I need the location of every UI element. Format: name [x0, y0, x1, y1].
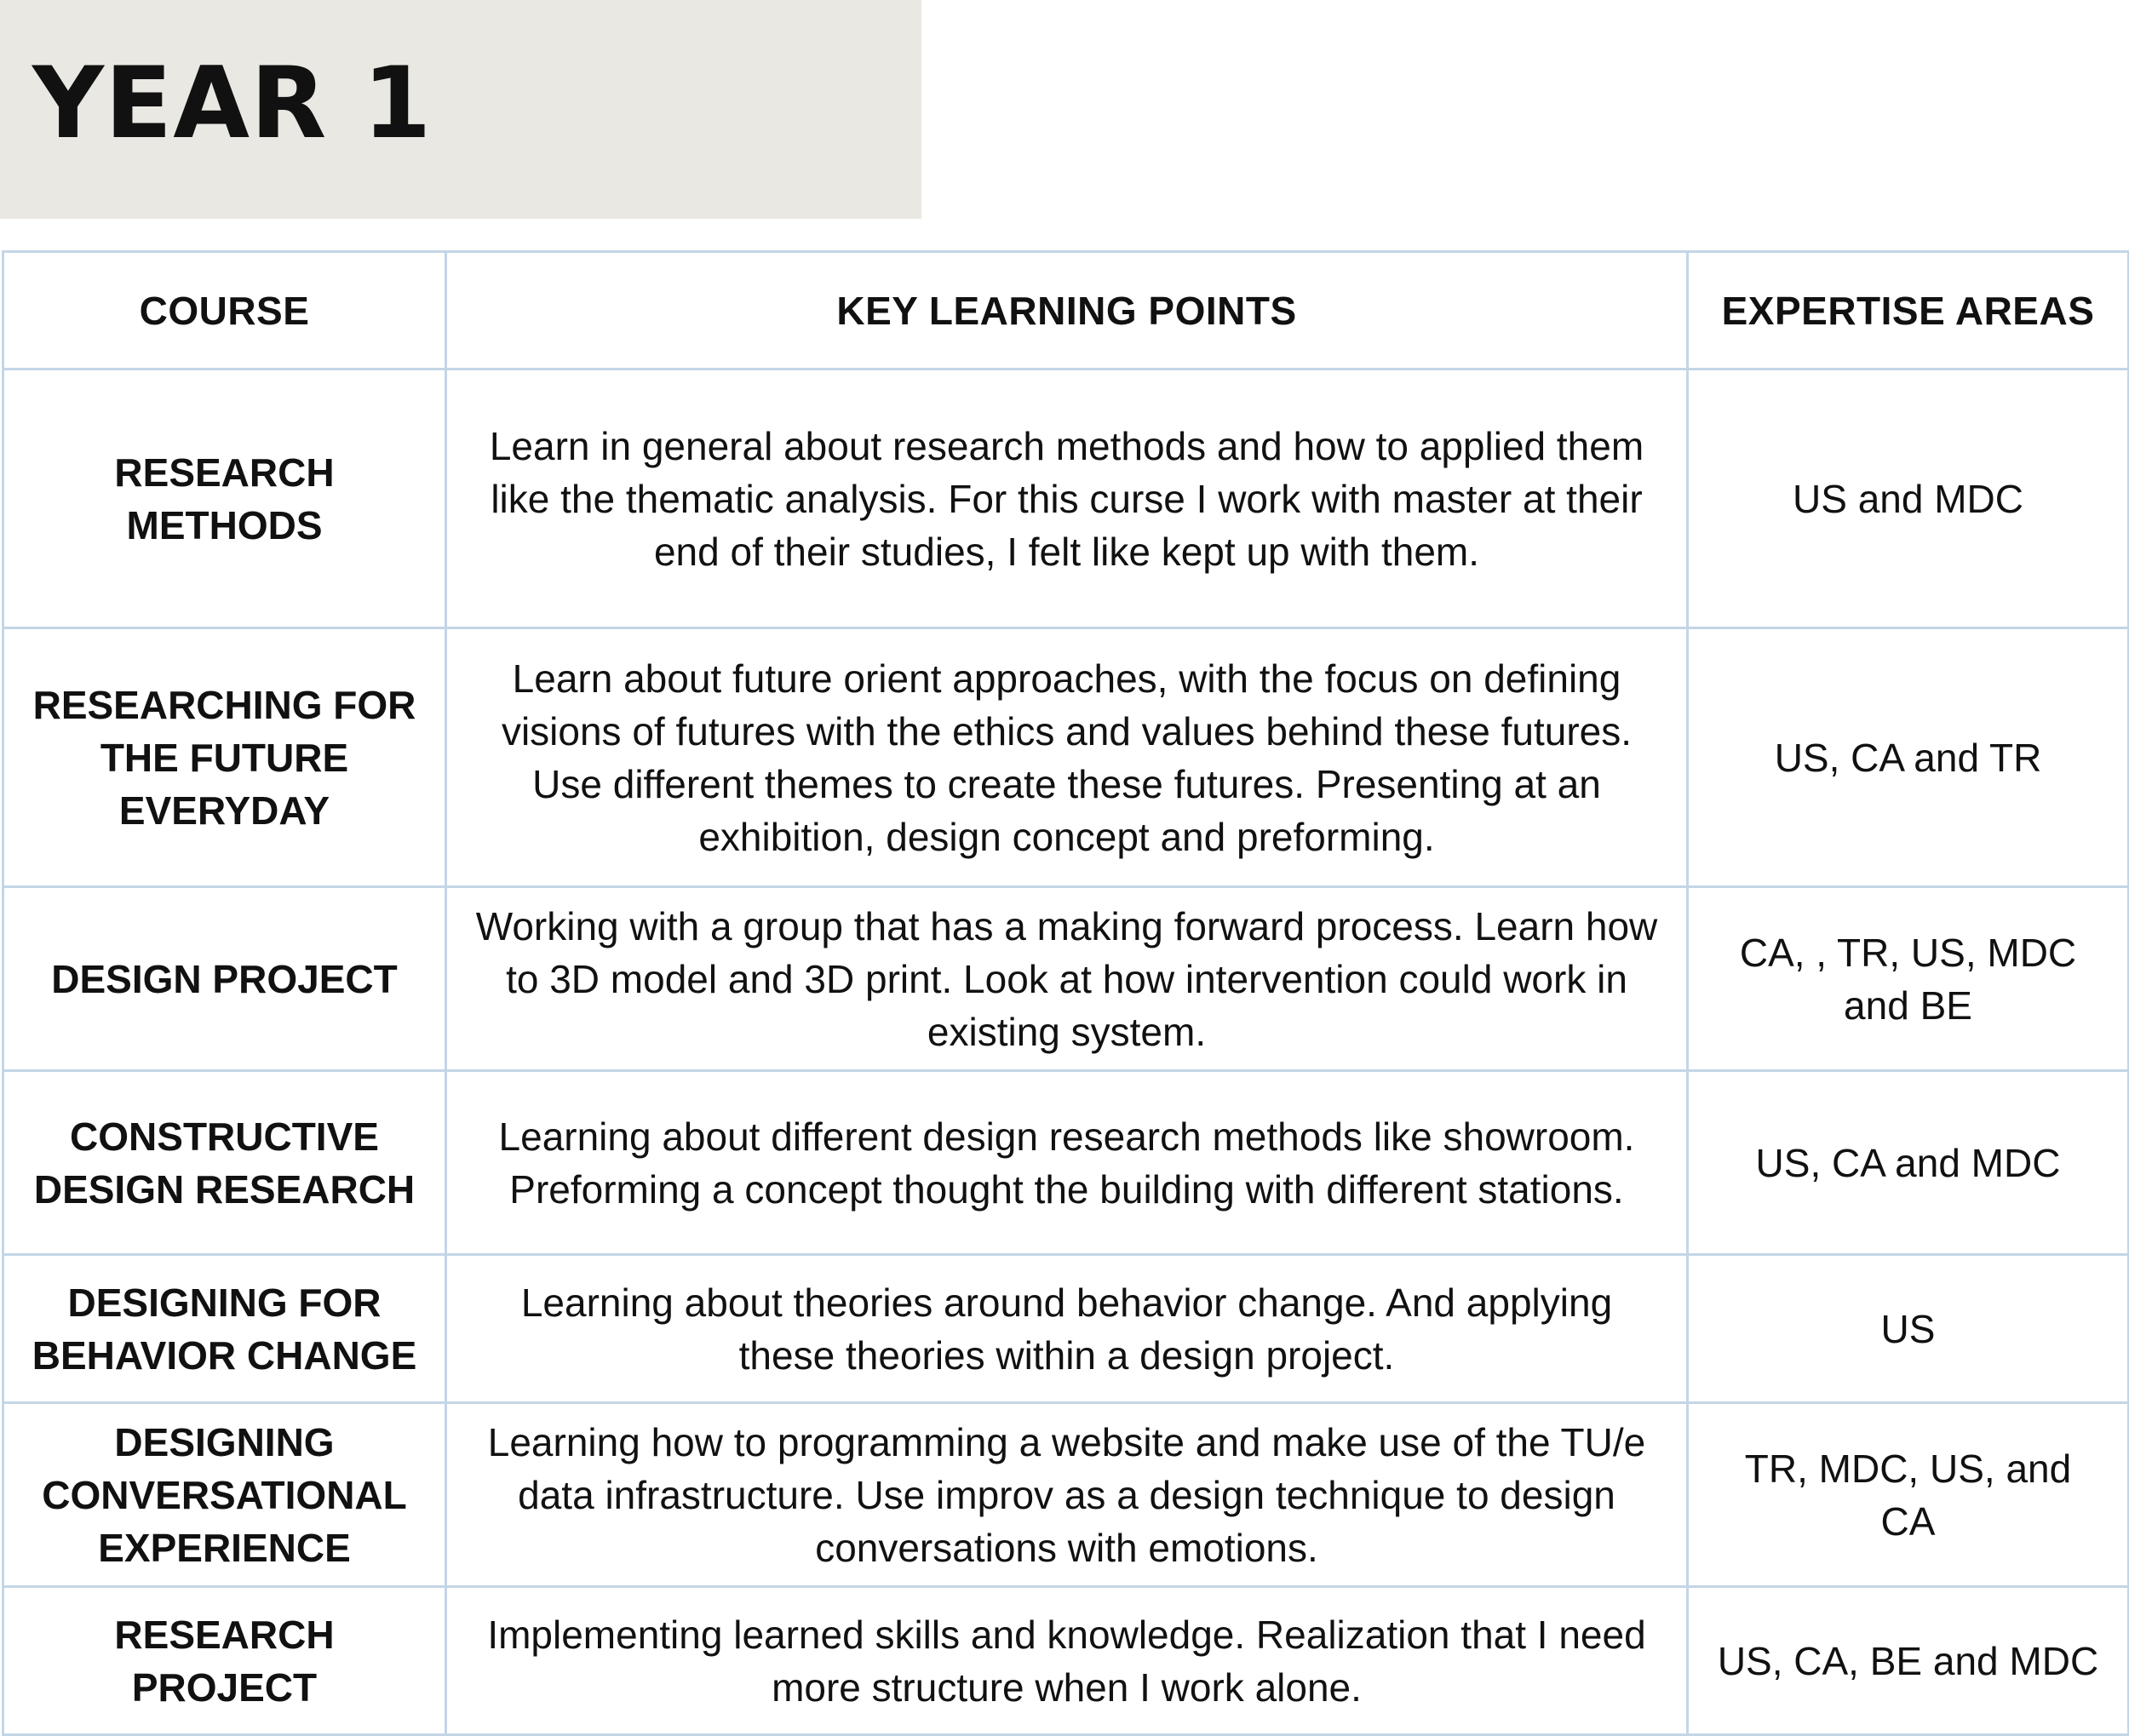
expertise-areas-cell: US and MDC	[1688, 370, 2129, 628]
key-learning-points-cell: Learn about future orient approaches, with the focus on defining visions of futures with the ethics and values behind these futures. Use different themes to create these futures. Presenting at an exhibition, design concept and preforming.	[446, 628, 1688, 887]
page-title: YEAR 1	[32, 46, 433, 161]
table-row	[3, 370, 2129, 628]
key-learning-points-cell: Learning how to programming a website and make use of the TU/e data infrastructure. Use improv as a design technique to design conversations with emotions.	[446, 1403, 1688, 1587]
expertise-areas-cell: US, CA, BE and MDC	[1688, 1587, 2129, 1735]
table-row	[3, 1255, 2129, 1403]
expertise-areas-cell: CA, , TR, US, MDC and BE	[1688, 887, 2129, 1071]
course-cell: RESEARCH PROJECT	[3, 1587, 446, 1735]
key-learning-points-cell: Learning about theories around behavior change. And applying these theories within a design project.	[446, 1255, 1688, 1403]
course-cell: DESIGN PROJECT	[3, 887, 446, 1071]
courses-table	[2, 250, 2129, 1736]
key-learning-points-cell: Learn in general about research methods and how to applied them like the thematic analysis. For this curse I work with master at their end of their studies, I felt like kept up with them.	[446, 370, 1688, 628]
table-row	[3, 1071, 2129, 1255]
table-header-row	[3, 252, 2129, 370]
expertise-areas-cell: US, CA and TR	[1688, 628, 2129, 887]
expertise-areas-cell: US, CA and MDC	[1688, 1071, 2129, 1255]
table-row	[3, 887, 2129, 1071]
table-row	[3, 1403, 2129, 1587]
course-cell: DESIGNING CONVERSATIONAL EXPERIENCE	[3, 1403, 446, 1587]
course-cell: DESIGNING FOR BEHAVIOR CHANGE	[3, 1255, 446, 1403]
course-cell: RESEARCH METHODS	[3, 370, 446, 628]
expertise-areas-cell: TR, MDC, US, and CA	[1688, 1403, 2129, 1587]
column-header-expertise-areas: EXPERTISE AREAS	[1688, 252, 2129, 370]
course-cell: RESEARCHING FOR THE FUTURE EVERYDAY	[3, 628, 446, 887]
key-learning-points-cell: Working with a group that has a making forward process. Learn how to 3D model and 3D print. Look at how intervention could work in existing system.	[446, 887, 1688, 1071]
table-row	[3, 1587, 2129, 1735]
key-learning-points-cell: Learning about different design research methods like showroom. Preforming a concept thought the building with different stations.	[446, 1071, 1688, 1255]
course-cell: CONSTRUCTIVE DESIGN RESEARCH	[3, 1071, 446, 1255]
key-learning-points-cell: Implementing learned skills and knowledge. Realization that I need more structure when I work alone.	[446, 1587, 1688, 1735]
year-header	[0, 0, 921, 219]
column-header-course: COURSE	[3, 252, 446, 370]
table-row	[3, 628, 2129, 887]
column-header-key-learning-points: KEY LEARNING POINTS	[446, 252, 1688, 370]
expertise-areas-cell: US	[1688, 1255, 2129, 1403]
